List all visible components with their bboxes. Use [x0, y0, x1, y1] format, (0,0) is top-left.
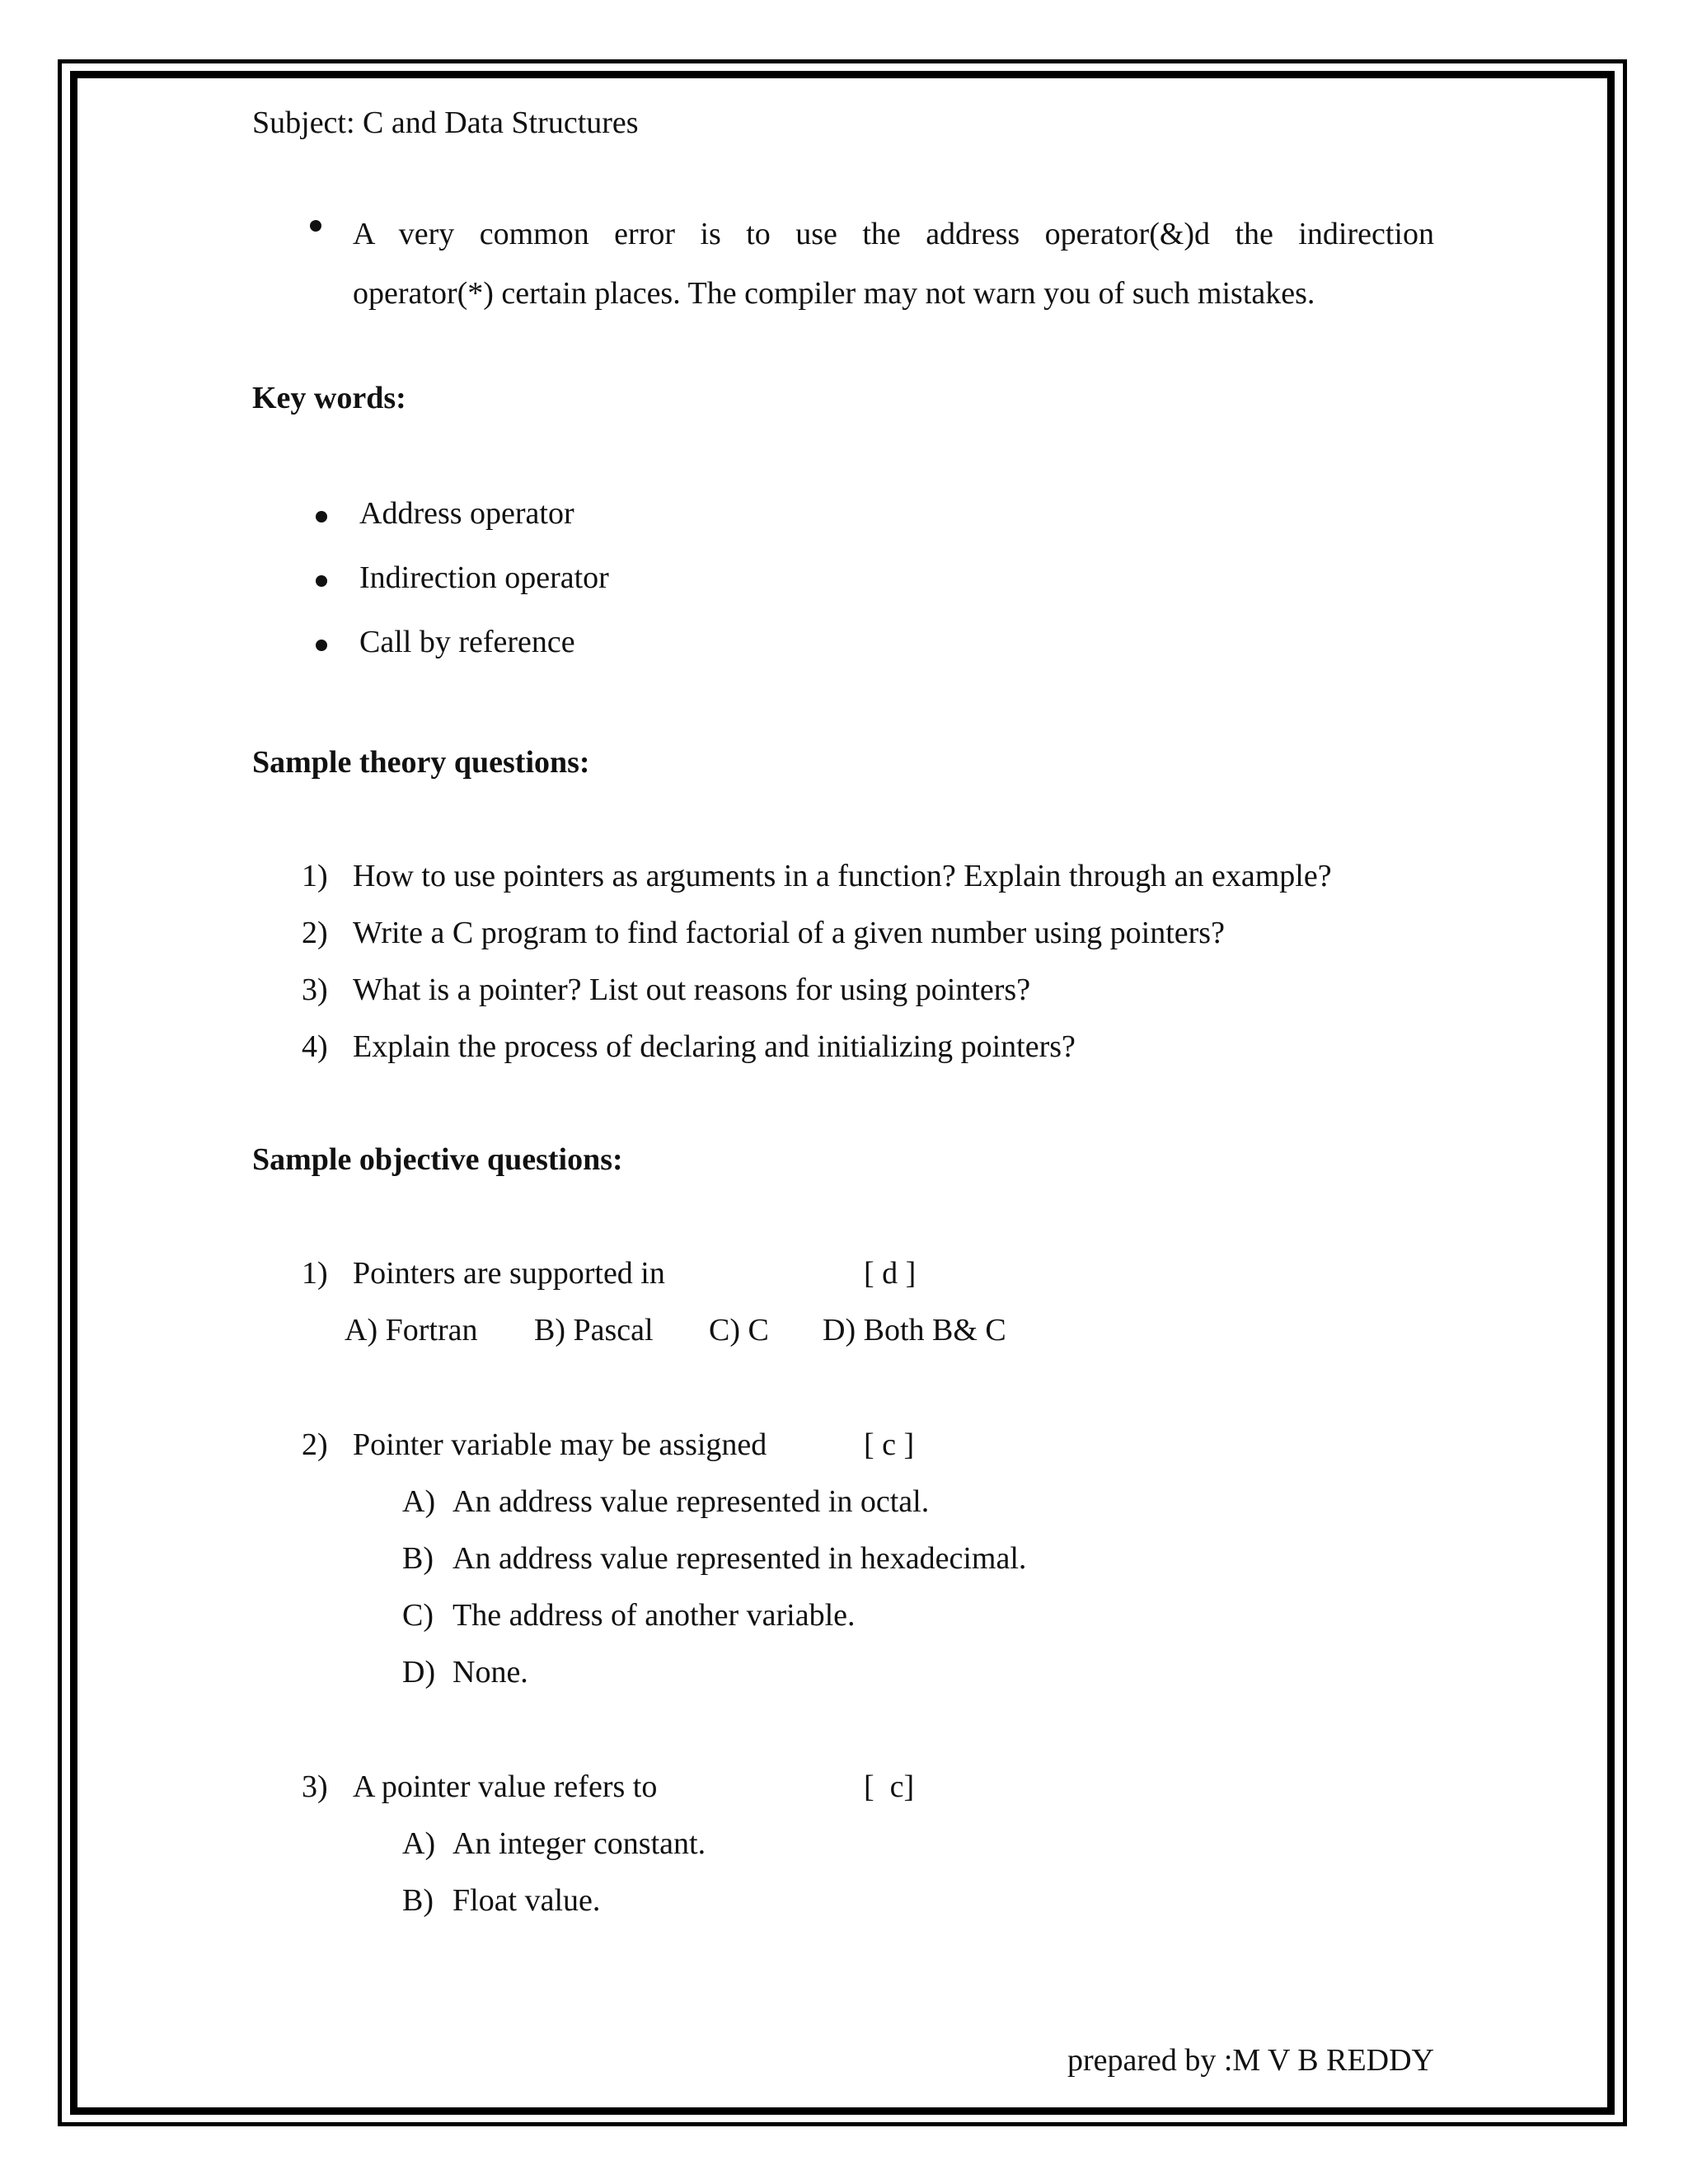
option-label: C) — [402, 1598, 434, 1633]
intro-bullet-line2: operator(*) certain places. The compiler may not warn you of such mistakes. — [353, 276, 1315, 311]
objective-num: 2) — [302, 1427, 328, 1462]
footer-author: prepared by :M V B REDDY — [1067, 2043, 1434, 2078]
option-label: B) — [402, 1883, 434, 1918]
intro-bullet-line1: A very common error is to use the address operator(&)d the indirection — [353, 217, 1434, 251]
theory-num: 1) — [302, 859, 328, 893]
option-label: D) — [402, 1655, 436, 1690]
objective-answer: [ c] — [864, 1769, 915, 1804]
keyword-item: Indirection operator — [359, 560, 609, 595]
theory-heading: Sample theory questions: — [252, 745, 590, 780]
objective-num: 1) — [302, 1256, 328, 1291]
option-item: C) C — [709, 1313, 769, 1347]
theory-question: Explain the process of declaring and initializing pointers? — [353, 1029, 1076, 1064]
theory-num: 4) — [302, 1029, 328, 1064]
theory-question: Write a C program to find factorial of a given number using pointers? — [353, 916, 1225, 950]
option-item: B) Pascal — [534, 1313, 654, 1347]
theory-question: What is a pointer? List out reasons for using pointers? — [353, 972, 1031, 1007]
option-text: An integer constant. — [452, 1826, 706, 1861]
option-label: A) — [402, 1484, 436, 1519]
theory-num: 3) — [302, 972, 328, 1007]
option-text: Float value. — [452, 1883, 601, 1918]
bullet-icon — [316, 640, 327, 651]
subject-line: Subject: C and Data Structures — [252, 105, 639, 140]
option-label: B) — [402, 1541, 434, 1576]
option-text: An address value represented in hexadecimal. — [452, 1541, 1027, 1576]
option-text: None. — [452, 1655, 528, 1690]
objective-answer: [ d ] — [864, 1256, 917, 1291]
page-border-inner — [70, 71, 1615, 2115]
option-text: An address value represented in octal. — [452, 1484, 930, 1519]
bullet-icon — [316, 575, 327, 587]
objective-heading: Sample objective questions: — [252, 1142, 623, 1177]
option-label: A) — [402, 1826, 436, 1861]
option-text: The address of another variable. — [452, 1598, 856, 1633]
objective-answer: [ c ] — [864, 1427, 915, 1462]
objective-question: A pointer value refers to — [353, 1769, 658, 1804]
option-item: A) Fortran — [345, 1313, 478, 1347]
bullet-icon — [310, 220, 321, 232]
keywords-heading: Key words: — [252, 381, 406, 415]
keyword-item: Address operator — [359, 496, 574, 531]
theory-num: 2) — [302, 916, 328, 950]
option-item: D) Both B& C — [823, 1313, 1006, 1347]
objective-question: Pointer variable may be assigned — [353, 1427, 767, 1462]
keyword-item: Call by reference — [359, 625, 575, 659]
bullet-icon — [316, 511, 327, 523]
objective-num: 3) — [302, 1769, 328, 1804]
objective-question: Pointers are supported in — [353, 1256, 665, 1291]
theory-question: How to use pointers as arguments in a function? Explain through an example? — [353, 859, 1332, 893]
